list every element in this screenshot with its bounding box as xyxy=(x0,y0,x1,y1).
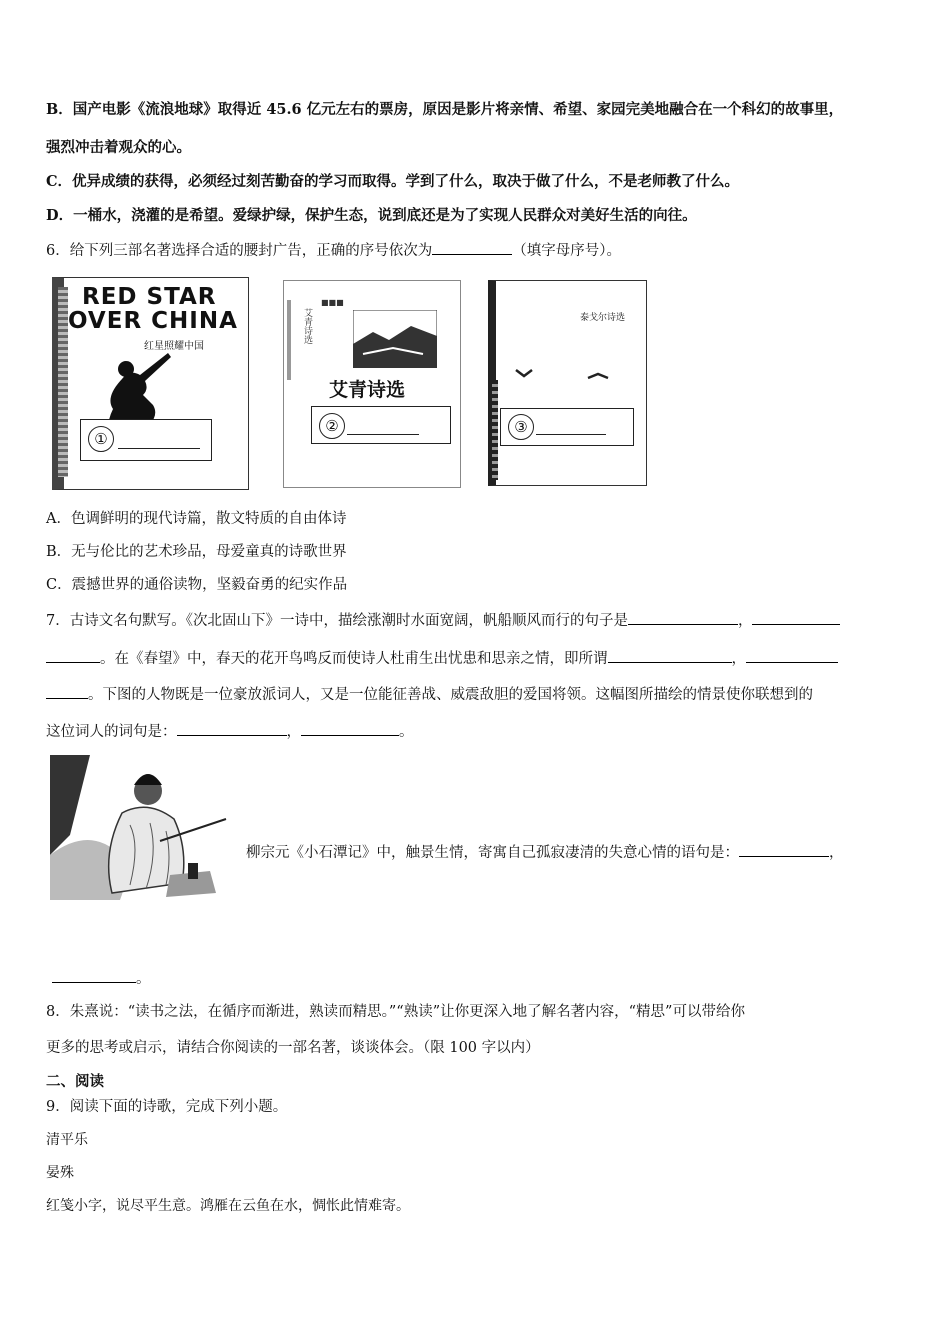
q6-option-c: C．震撼世界的通俗读物，坚毅奋勇的纪实作品 xyxy=(46,577,348,593)
q7-liu-continuation xyxy=(52,968,151,989)
q7-blank-2a[interactable] xyxy=(752,610,840,625)
book1-blank[interactable] xyxy=(118,448,200,449)
q7-period-2: 。 xyxy=(136,971,151,987)
q7-period-1: 。 xyxy=(399,724,414,740)
book2-illustration-icon xyxy=(353,310,437,368)
q6-stem-prefix: 6．给下列三部名著选择合适的腰封广告，正确的序号依次为 xyxy=(46,243,433,259)
q7-line4 xyxy=(46,721,414,742)
book1-title-en-1: RED STAR xyxy=(82,284,217,310)
q7-line3 xyxy=(46,684,813,705)
book1-number: ① xyxy=(88,426,114,452)
q7-line2-text: 。在《春望》中，春天的花开鸟鸣反而使诗人杜甫生出忧患和思亲之情，即所谓 xyxy=(100,651,608,667)
q7-blank-4b[interactable] xyxy=(46,684,88,699)
option-b-line1 xyxy=(46,100,843,120)
q8-line2: 更多的思考或启示，请结合你阅读的一部名著，谈谈体会。（限 100 字以内） xyxy=(46,1040,540,1056)
q7-blank-4a[interactable] xyxy=(746,648,838,663)
q7-blank-1[interactable] xyxy=(628,610,738,625)
book-cover-tagore xyxy=(488,280,640,486)
option-c-text: 优异成绩的获得，必须经过刻苦勤奋的学习而取得。学到了什么，取决于做了什么，不是老师教了什么。 xyxy=(72,173,740,190)
option-b-line2: 强烈冲击着观众的心。 xyxy=(46,139,191,156)
poem-author: 晏殊 xyxy=(46,1165,74,1181)
q7-blank-7a[interactable] xyxy=(739,842,829,857)
q7-comma-3: ， xyxy=(286,724,301,740)
section-reading-heading: 二、阅读 xyxy=(46,1073,104,1090)
book2-blank[interactable] xyxy=(347,434,419,435)
poem-title: 清平乐 xyxy=(46,1132,88,1148)
book1-title-cn: 红星照耀中国 xyxy=(144,341,204,352)
q7-line3-text: 。下图的人物既是一位豪放派词人，又是一位能征善战、威震敌胆的爱国将领。这幅图所描绘的情景使你联想到的 xyxy=(88,687,813,703)
poem-line-1: 红笺小字，说尽平生意。鸿雁在云鱼在水，惆怅此情难寄。 xyxy=(46,1198,410,1214)
q6-stem-suffix: （填字母序号）。 xyxy=(512,243,621,259)
book1-title-en-2: OVER CHINA xyxy=(68,308,238,334)
option-d-text: 一桶水，浇灌的是希望。爱绿护绿，保护生态，说到底还是为了实现人民群众对美好生活的向往。 xyxy=(73,207,697,224)
q7-line4-prefix: 这位词人的词句是： xyxy=(46,724,177,740)
q6-answer-blank[interactable] xyxy=(432,240,512,255)
q7-blank-2b[interactable] xyxy=(46,648,100,663)
q8-line1: 8．朱熹说：“读书之法，在循序而渐进，熟读而精思。”“熟读”让你更深入地了解名著内容，“精思”可以带给你 xyxy=(46,1004,745,1020)
q7-blank-7b[interactable] xyxy=(52,968,136,983)
book2-spine-title: 艾青诗选 xyxy=(302,308,312,344)
book2-number: ② xyxy=(319,413,345,439)
q7-comma-4: ， xyxy=(829,845,844,861)
q9-stem: 9．阅读下面的诗歌，完成下列小题。 xyxy=(46,1099,288,1115)
option-b-label: B． xyxy=(46,101,73,118)
q7-blank-6[interactable] xyxy=(301,721,399,736)
q7-line2 xyxy=(46,648,838,669)
q7-liu-text: 柳宗元《小石潭记》中，触景生情，寄寓自己孤寂凄清的失意心情的语句是： xyxy=(246,845,739,861)
q7-line1-prefix: 7．古诗文名句默写。《次北固山下》一诗中，描绘涨潮时水面宽阔，帆船顺风而行的句子是 xyxy=(46,613,628,629)
q7-liu-line xyxy=(246,842,844,863)
option-c xyxy=(46,172,739,192)
q7-line1 xyxy=(46,610,840,631)
option-d xyxy=(46,206,697,226)
option-d-label: D． xyxy=(46,207,74,224)
book2-title: 艾青诗选 xyxy=(329,379,406,401)
book3-blank[interactable] xyxy=(536,434,606,435)
q7-comma-2: ， xyxy=(731,651,746,667)
book-cover-red-star xyxy=(52,277,238,490)
q7-comma-1: ， xyxy=(737,613,753,629)
book2-publisher-mark: ■■■ xyxy=(321,298,344,307)
q7-blank-5[interactable] xyxy=(177,721,287,736)
q6-option-b: B．无与伦比的艺术珍品，母爱童真的诗歌世界 xyxy=(46,544,347,560)
option-c-label: C． xyxy=(46,173,73,190)
birds-icon xyxy=(508,360,633,390)
book-cover-ai-qing xyxy=(283,280,461,488)
q7-blank-3[interactable] xyxy=(608,648,732,663)
option-b-text: 国产电影《流浪地球》取得近 45.6 亿元左右的票房，原因是影片将亲情、希望、家园完美地融合在一个科幻的故事里， xyxy=(72,101,844,118)
q6-stem xyxy=(46,240,621,261)
q6-option-a: A．色调鲜明的现代诗篇，散文特质的自由体诗 xyxy=(46,511,347,527)
book3-title: 泰戈尔诗选 xyxy=(580,313,626,323)
book3-number: ③ xyxy=(508,414,534,440)
poet-general-illustration xyxy=(50,755,228,900)
